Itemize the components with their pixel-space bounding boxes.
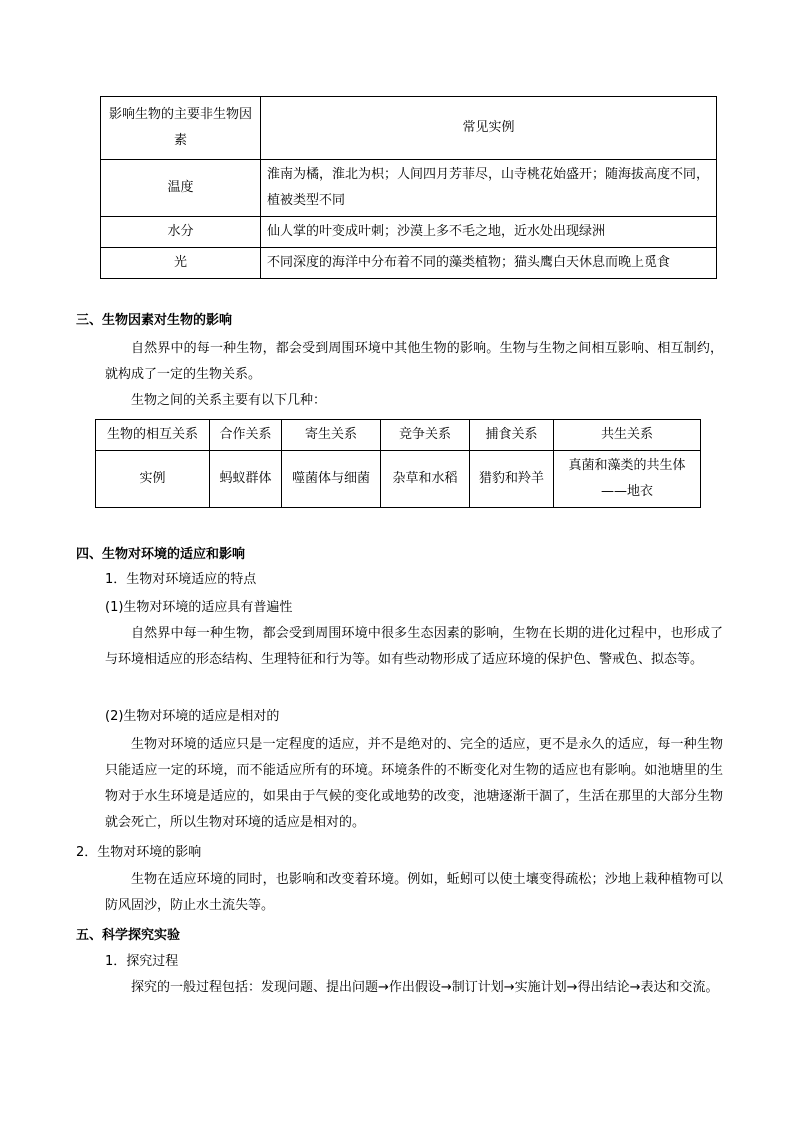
subheading: 1．生物对环境适应的特点 <box>105 572 257 587</box>
table-header-cell: 捕食关系 <box>470 420 554 451</box>
subheading: (1)生物对环境的适应具有普遍性 <box>105 600 293 615</box>
table-cell: 光 <box>101 248 261 279</box>
section-heading: 三、生物因素对生物的影响 <box>76 313 233 328</box>
table-cell: 真菌和藻类的共生体——地衣 <box>554 451 701 508</box>
table-row <box>101 248 717 279</box>
table-cell: 杂草和水稻 <box>381 451 470 508</box>
table-cell: 实例 <box>96 451 210 508</box>
paragraph: 生物对环境的适应只是一定程度的适应，并不是绝对的、完全的适应，更不是永久的适应，每一种生物只能适应一定的环境，而不能适应所有的环境。环境条件的不断变化对生物的适应也有影响。如池塘里的生物对于水生环境是适应的，如果由于气候的变化或地势的改变，池塘逐渐干涸了，生活在那里的大部分生物就会死亡，所以生物对环境的适应是相对的。 <box>105 737 723 830</box>
table-header-cell: 寄生关系 <box>282 420 381 451</box>
table-header-cell: 常见实例 <box>261 97 717 160</box>
table-row <box>96 451 701 508</box>
table-header-cell: 生物的相互关系 <box>96 420 210 451</box>
paragraph: 生物在适应环境的同时，也影响和改变着环境。例如，蚯蚓可以使土壤变得疏松；沙地上栽种植物可以防风固沙，防止水土流失等。 <box>105 872 723 913</box>
table-cell: 淮南为橘，淮北为枳；人间四月芳菲尽，山寺桃花始盛开；随海拔高度不同，植被类型不同 <box>261 160 717 217</box>
biotic-relations-table <box>95 419 701 508</box>
table-header-row <box>101 97 717 160</box>
table-header-cell: 竞争关系 <box>381 420 470 451</box>
abiotic-factors-table <box>100 96 717 279</box>
section-heading: 四、生物对环境的适应和影响 <box>76 547 246 562</box>
table-cell: 仙人掌的叶变成叶刺；沙漠上多不毛之地，近水处出现绿洲 <box>261 217 717 248</box>
table-cell: 噬菌体与细菌 <box>282 451 381 508</box>
table-header-cell: 合作关系 <box>210 420 282 451</box>
table-cell: 水分 <box>101 217 261 248</box>
table-header-cell: 影响生物的主要非生物因素 <box>101 97 261 160</box>
paragraph: 生物之间的关系主要有以下几种： <box>131 393 327 408</box>
subheading: 2．生物对环境的影响 <box>76 845 202 860</box>
section-heading: 五、科学探究实验 <box>76 928 181 943</box>
table-row <box>101 217 717 248</box>
table-cell: 温度 <box>101 160 261 217</box>
table-header-cell: 共生关系 <box>554 420 701 451</box>
subheading: (2)生物对环境的适应是相对的 <box>105 709 280 724</box>
table-header-row <box>96 420 701 451</box>
subheading: 1．探究过程 <box>105 954 179 969</box>
table-cell: 蚂蚁群体 <box>210 451 282 508</box>
paragraph: 自然界中每一种生物，都会受到周围环境中很多生态因素的影响，生物在长期的进化过程中，也形成了与环境相适应的形态结构、生理特征和行为等。如有些动物形成了适应环境的保护色、警戒色、拟态等。 <box>105 626 723 667</box>
paragraph: 自然界中的每一种生物，都会受到周围环境中其他生物的影响。生物与生物之间相互影响、相互制约，就构成了一定的生物关系。 <box>105 341 723 382</box>
table-cell: 不同深度的海洋中分布着不同的藻类植物；猫头鹰白天休息而晚上觅食 <box>261 248 717 279</box>
table-row <box>101 160 717 217</box>
paragraph: 探究的一般过程包括：发现问题、提出问题→作出假设→制订计划→实施计划→得出结论→表达和交流。 <box>131 980 719 995</box>
table-cell: 猎豹和羚羊 <box>470 451 554 508</box>
